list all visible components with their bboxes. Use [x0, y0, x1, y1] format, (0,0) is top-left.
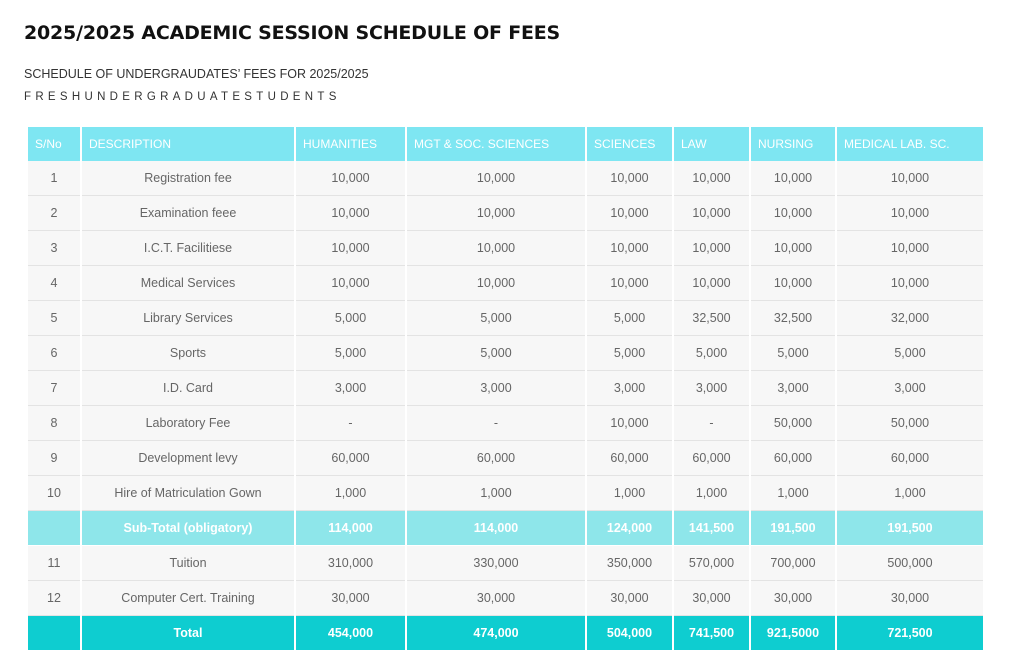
medical-lab-sc-cell: 10,000: [836, 231, 984, 266]
table-row: [27, 406, 984, 441]
law-cell: 570,000: [673, 546, 750, 581]
medical-lab-sc-cell: 50,000: [836, 406, 984, 441]
medical-lab-sc-cell: 10,000: [836, 196, 984, 231]
table-row: [27, 546, 984, 581]
table-row: [27, 231, 984, 266]
table-row: [27, 581, 984, 616]
description-cell: Sub-Total (obligatory): [81, 511, 295, 546]
sciences-cell: 10,000: [586, 161, 673, 196]
sciences-cell: 10,000: [586, 231, 673, 266]
table-row: [27, 441, 984, 476]
section-label: FRESHUNDERGRADUATESTUDENTS: [24, 91, 341, 103]
description-cell: Tuition: [81, 546, 295, 581]
sno-cell: 3: [27, 231, 81, 266]
column-header-humanities: HUMANITIES: [295, 127, 406, 161]
humanities-cell: -: [295, 406, 406, 441]
description-cell: I.D. Card: [81, 371, 295, 406]
sno-cell: 11: [27, 546, 81, 581]
humanities-cell: 310,000: [295, 546, 406, 581]
column-header-mgt-soc-sciences: MGT & SOC. SCIENCES: [406, 127, 586, 161]
nursing-cell: 10,000: [750, 266, 836, 301]
mgt-soc-sciences-cell: 330,000: [406, 546, 586, 581]
humanities-cell: 454,000: [295, 616, 406, 651]
nursing-cell: 10,000: [750, 231, 836, 266]
medical-lab-sc-cell: 5,000: [836, 336, 984, 371]
subtotal-row: [27, 511, 984, 546]
sciences-cell: 5,000: [586, 301, 673, 336]
nursing-cell: 30,000: [750, 581, 836, 616]
table-row: [27, 336, 984, 371]
table-row: [27, 266, 984, 301]
sno-cell: 6: [27, 336, 81, 371]
sno-cell: 10: [27, 476, 81, 511]
sciences-cell: 10,000: [586, 266, 673, 301]
nursing-cell: 700,000: [750, 546, 836, 581]
medical-lab-sc-cell: 191,500: [836, 511, 984, 546]
humanities-cell: 114,000: [295, 511, 406, 546]
total-row: [27, 616, 984, 651]
law-cell: 3,000: [673, 371, 750, 406]
description-cell: Library Services: [81, 301, 295, 336]
page-title: 2025/2025 ACADEMIC SESSION SCHEDULE OF FEES: [24, 22, 561, 44]
medical-lab-sc-cell: 721,500: [836, 616, 984, 651]
table-row: [27, 161, 984, 196]
sno-cell: 8: [27, 406, 81, 441]
sno-cell: [27, 511, 81, 546]
description-cell: Laboratory Fee: [81, 406, 295, 441]
sno-cell: 9: [27, 441, 81, 476]
humanities-cell: 5,000: [295, 301, 406, 336]
mgt-soc-sciences-cell: 60,000: [406, 441, 586, 476]
mgt-soc-sciences-cell: 30,000: [406, 581, 586, 616]
description-cell: Registration fee: [81, 161, 295, 196]
humanities-cell: 3,000: [295, 371, 406, 406]
sno-cell: 4: [27, 266, 81, 301]
column-header-description: DESCRIPTION: [81, 127, 295, 161]
nursing-cell: 921,5000: [750, 616, 836, 651]
column-header-sciences: SCIENCES: [586, 127, 673, 161]
law-cell: 10,000: [673, 161, 750, 196]
description-cell: Computer Cert. Training: [81, 581, 295, 616]
sno-cell: 12: [27, 581, 81, 616]
table-row: [27, 371, 984, 406]
column-header-nursing: NURSING: [750, 127, 836, 161]
column-header-sno: S/No: [27, 127, 81, 161]
description-cell: Hire of Matriculation Gown: [81, 476, 295, 511]
law-cell: 1,000: [673, 476, 750, 511]
description-cell: Examination feee: [81, 196, 295, 231]
mgt-soc-sciences-cell: 114,000: [406, 511, 586, 546]
humanities-cell: 30,000: [295, 581, 406, 616]
nursing-cell: 10,000: [750, 196, 836, 231]
law-cell: 10,000: [673, 266, 750, 301]
mgt-soc-sciences-cell: 474,000: [406, 616, 586, 651]
sciences-cell: 5,000: [586, 336, 673, 371]
law-cell: 32,500: [673, 301, 750, 336]
sno-cell: 7: [27, 371, 81, 406]
mgt-soc-sciences-cell: 5,000: [406, 301, 586, 336]
nursing-cell: 10,000: [750, 161, 836, 196]
table-row: [27, 196, 984, 231]
mgt-soc-sciences-cell: 10,000: [406, 266, 586, 301]
nursing-cell: 3,000: [750, 371, 836, 406]
humanities-cell: 10,000: [295, 266, 406, 301]
page-subtitle: SCHEDULE OF UNDERGRAUDATES’ FEES FOR 2025/2025: [24, 67, 369, 81]
mgt-soc-sciences-cell: 3,000: [406, 371, 586, 406]
law-cell: 141,500: [673, 511, 750, 546]
sno-cell: [27, 616, 81, 651]
mgt-soc-sciences-cell: 10,000: [406, 196, 586, 231]
description-cell: Medical Services: [81, 266, 295, 301]
sciences-cell: 350,000: [586, 546, 673, 581]
humanities-cell: 10,000: [295, 231, 406, 266]
medical-lab-sc-cell: 30,000: [836, 581, 984, 616]
description-cell: Total: [81, 616, 295, 651]
column-header-medical-lab-sc: MEDICAL LAB. SC.: [836, 127, 984, 161]
fees-table-body: [27, 161, 984, 650]
nursing-cell: 50,000: [750, 406, 836, 441]
description-cell: Sports: [81, 336, 295, 371]
nursing-cell: 60,000: [750, 441, 836, 476]
table-row: [27, 476, 984, 511]
humanities-cell: 60,000: [295, 441, 406, 476]
law-cell: 10,000: [673, 231, 750, 266]
sciences-cell: 3,000: [586, 371, 673, 406]
nursing-cell: 32,500: [750, 301, 836, 336]
table-header-row: [27, 127, 984, 161]
sciences-cell: 504,000: [586, 616, 673, 651]
medical-lab-sc-cell: 60,000: [836, 441, 984, 476]
medical-lab-sc-cell: 10,000: [836, 266, 984, 301]
sciences-cell: 10,000: [586, 196, 673, 231]
sno-cell: 1: [27, 161, 81, 196]
mgt-soc-sciences-cell: 5,000: [406, 336, 586, 371]
law-cell: 741,500: [673, 616, 750, 651]
nursing-cell: 5,000: [750, 336, 836, 371]
humanities-cell: 1,000: [295, 476, 406, 511]
medical-lab-sc-cell: 3,000: [836, 371, 984, 406]
sciences-cell: 10,000: [586, 406, 673, 441]
sno-cell: 2: [27, 196, 81, 231]
description-cell: I.C.T. Facilitiese: [81, 231, 295, 266]
medical-lab-sc-cell: 10,000: [836, 161, 984, 196]
description-cell: Development levy: [81, 441, 295, 476]
medical-lab-sc-cell: 32,000: [836, 301, 984, 336]
law-cell: -: [673, 406, 750, 441]
humanities-cell: 5,000: [295, 336, 406, 371]
law-cell: 60,000: [673, 441, 750, 476]
sciences-cell: 124,000: [586, 511, 673, 546]
mgt-soc-sciences-cell: 1,000: [406, 476, 586, 511]
column-header-law: LAW: [673, 127, 750, 161]
mgt-soc-sciences-cell: 10,000: [406, 231, 586, 266]
table-row: [27, 301, 984, 336]
sciences-cell: 30,000: [586, 581, 673, 616]
mgt-soc-sciences-cell: -: [406, 406, 586, 441]
law-cell: 30,000: [673, 581, 750, 616]
sciences-cell: 1,000: [586, 476, 673, 511]
nursing-cell: 1,000: [750, 476, 836, 511]
humanities-cell: 10,000: [295, 161, 406, 196]
mgt-soc-sciences-cell: 10,000: [406, 161, 586, 196]
law-cell: 5,000: [673, 336, 750, 371]
medical-lab-sc-cell: 1,000: [836, 476, 984, 511]
fees-table: [26, 127, 985, 650]
law-cell: 10,000: [673, 196, 750, 231]
medical-lab-sc-cell: 500,000: [836, 546, 984, 581]
nursing-cell: 191,500: [750, 511, 836, 546]
sciences-cell: 60,000: [586, 441, 673, 476]
sno-cell: 5: [27, 301, 81, 336]
humanities-cell: 10,000: [295, 196, 406, 231]
